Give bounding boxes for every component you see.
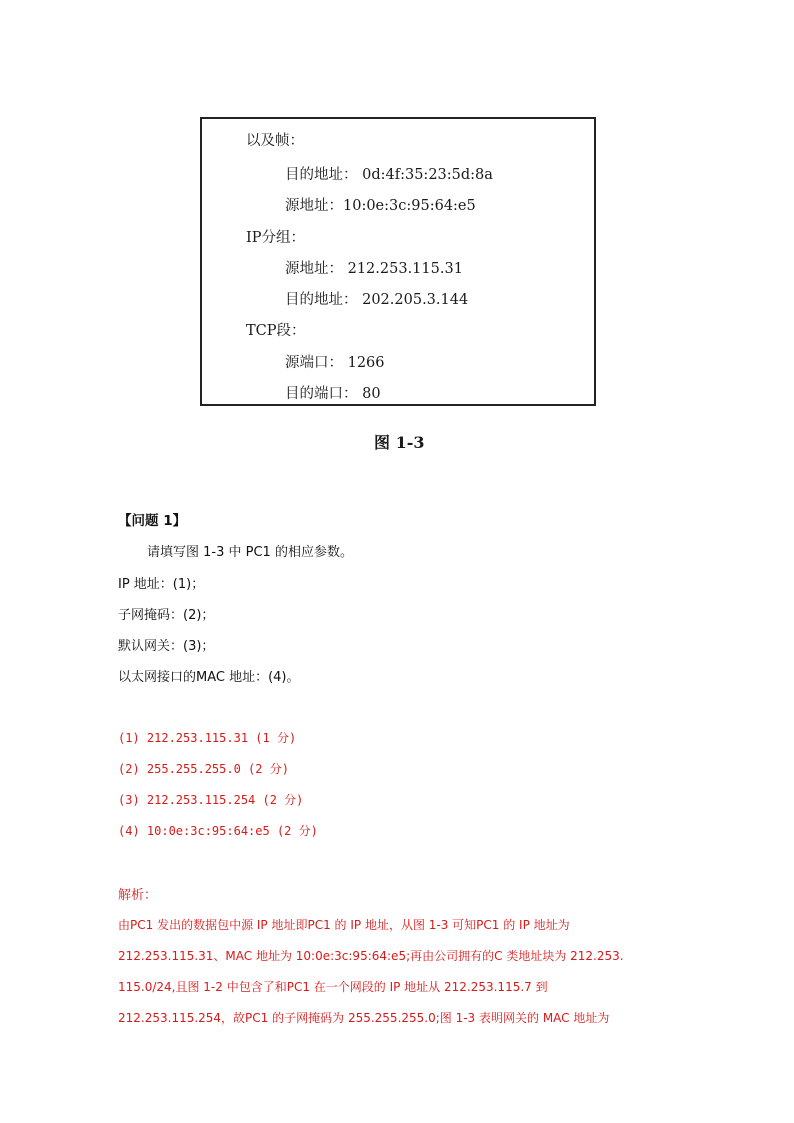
question-item: IP 地址：(1)； (118, 577, 205, 592)
figure-frame (200, 117, 596, 406)
answer-line: (3) 212.253.115.254 (2 分) (118, 793, 304, 807)
question-prompt: 请填写图 1-3 中 PC1 的相应参数。 (147, 545, 353, 560)
figure-line-src-ip: 源地址： 212.253.115.31 (285, 261, 463, 277)
analysis-line: 由PC1 发出的数据包中源 IP 地址即PC1 的 IP 地址，从图 1-3 可知PC1 的 IP 地址为 (118, 918, 570, 932)
figure-line-tcp-label: TCP段： (246, 323, 306, 339)
figure-line-dest-ip: 目的地址： 202.205.3.144 (285, 292, 469, 308)
figure-line-dest-port: 目的端口： 80 (285, 386, 381, 402)
figure-line-src-mac: 源地址：10:0e:3c:95:64:e5 (285, 198, 476, 214)
figure-line-dest-mac: 目的地址： 0d:4f:35:23:5d:8a (285, 167, 493, 183)
answer-line: (4) 10:0e:3c:95:64:e5 (2 分) (118, 824, 318, 838)
analysis-line: 115.0/24,且图 1-2 中包含了和PC1 在一个网段的 IP 地址从 212.253.115.7 到 (118, 980, 548, 994)
figure-caption: 图 1-3 (374, 433, 425, 452)
analysis-line: 212.253.115.31、MAC 地址为 10:0e:3c:95:64:e5;再由公司拥有的C 类地址块为 212.253. (118, 949, 624, 963)
answer-line: (1) 212.253.115.31 (1 分) (118, 731, 297, 745)
figure-line-src-port: 源端口： 1266 (285, 355, 385, 371)
question-item: 默认网关：(3)； (118, 639, 215, 654)
question-item: 以太网接口的MAC 地址：(4)。 (118, 670, 300, 685)
question-heading: 【问题 1】 (118, 513, 187, 529)
question-item: 子网掩码：(2)； (118, 608, 215, 623)
figure-line-frame-label: 以及帧： (246, 133, 304, 149)
answer-line: (2) 255.255.255.0 (2 分) (118, 762, 289, 776)
figure-line-ip-label: IP分组： (246, 230, 305, 246)
analysis-line: 212.253.115.254，故PC1 的子网掩码为 255.255.255.0;图 1-3 表明网关的 MAC 地址为 (118, 1011, 610, 1025)
analysis-title: 解析： (118, 888, 158, 903)
